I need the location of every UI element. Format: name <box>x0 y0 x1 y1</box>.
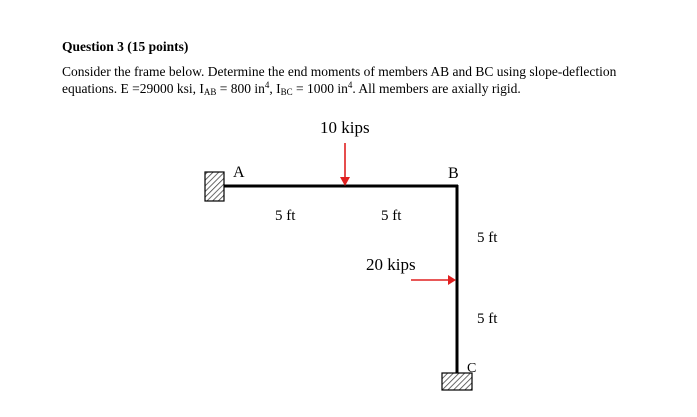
question-title: Question 3 (15 points) <box>62 39 189 54</box>
dim-ab-left: 5 ft <box>275 208 296 224</box>
question-line-2: equations. E =29000 ksi, $I_{AB} = 800$ $in^4$, $I_{BC} = 1000$ $in^4$. All members are axially rigid. <box>62 80 521 97</box>
load-20kips-arrowhead <box>448 275 456 285</box>
fixed-support-a <box>205 172 224 201</box>
dim-ab-right: 5 ft <box>381 208 402 224</box>
load-top-label: 10 kips <box>320 118 370 137</box>
dim-bc-lower: 5 ft <box>477 311 498 327</box>
load-side-label: 20 kips <box>366 255 416 274</box>
node-b-label: B <box>448 165 459 182</box>
node-a-label: A <box>233 164 245 181</box>
question-line-1: Consider the frame below. Determine the end moments of members AB and BC using slope-deflection <box>62 64 617 79</box>
node-c-label: C <box>467 361 477 376</box>
dim-bc-upper: 5 ft <box>477 230 498 246</box>
